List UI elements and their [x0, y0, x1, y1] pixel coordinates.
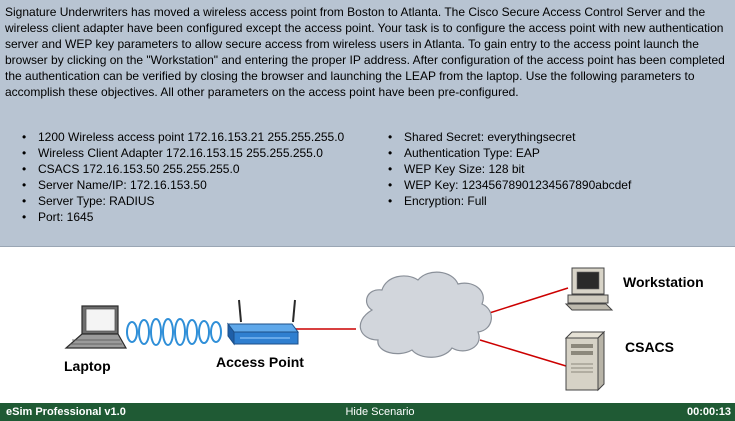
parameter-list-right: [388, 129, 631, 209]
csacs-server-icon: [566, 332, 604, 390]
param-server-type: • Server Type: RADIUS: [22, 193, 344, 209]
network-diagram: [0, 248, 735, 403]
laptop-icon[interactable]: [66, 306, 126, 348]
param-csacs-address: • CSACS 172.16.153.50 255.255.255.0: [22, 161, 344, 177]
csacs-label: CSACS: [625, 339, 675, 355]
cloud-to-workstation-link: [480, 288, 568, 316]
wireless-signal-icon: [127, 319, 221, 345]
workstation-icon[interactable]: [566, 268, 612, 310]
laptop-label: Laptop: [64, 358, 111, 374]
param-shared-secret: • Shared Secret: everythingsecret: [388, 129, 631, 145]
elapsed-timer: 00:00:13: [686, 406, 731, 418]
product-name: eSim Professional v1.0: [6, 406, 126, 418]
param-auth-type: • Authentication Type: EAP: [388, 145, 631, 161]
param-encryption: • Encryption: Full: [388, 193, 631, 209]
status-bar: [0, 403, 735, 421]
workstation-label: Workstation: [623, 274, 704, 290]
access-point-icon: [228, 300, 298, 344]
hide-scenario-button[interactable]: Hide Scenario: [345, 406, 415, 418]
param-ap-address: • 1200 Wireless access point 172.16.153.21 255.255.255.0: [22, 129, 344, 145]
network-diagram-graphic: [0, 248, 735, 403]
network-cloud-icon: [360, 272, 491, 357]
param-server-name: • Server Name/IP: 172.16.153.50: [22, 177, 344, 193]
param-wep-key-size: • WEP Key Size: 128 bit: [388, 161, 631, 177]
param-client-adapter: • Wireless Client Adapter 172.16.153.15 255.255.255.0: [22, 145, 344, 161]
param-wep-key: • WEP Key: 12345678901234567890abcdef: [388, 177, 631, 193]
cloud-to-csacs-link: [480, 340, 566, 366]
parameter-list-left: [22, 129, 344, 225]
param-port: • Port: 1645: [22, 209, 344, 225]
scenario-description: Signature Underwriters has moved a wireless access point from Boston to Atlanta. The Cisco Secure Access Control Server and the wireless client adapter have been configured except the access point. Your task is to configure the access point with new authentication server and WEP key parameters to allow secure access from wireless users in Atlanta. To gain entry to the access point launch the browser by clicking on the "Workstation" and entering the proper IP address. After configuration of the access point has been completed the authentication can be verified by closing the browser and launching the LEAP from the laptop. Use the following parameters to accomplish these objectives. All other parameters on the access point have been pre-configured.: [5, 5, 725, 99]
access-point-label: Access Point: [216, 354, 304, 370]
